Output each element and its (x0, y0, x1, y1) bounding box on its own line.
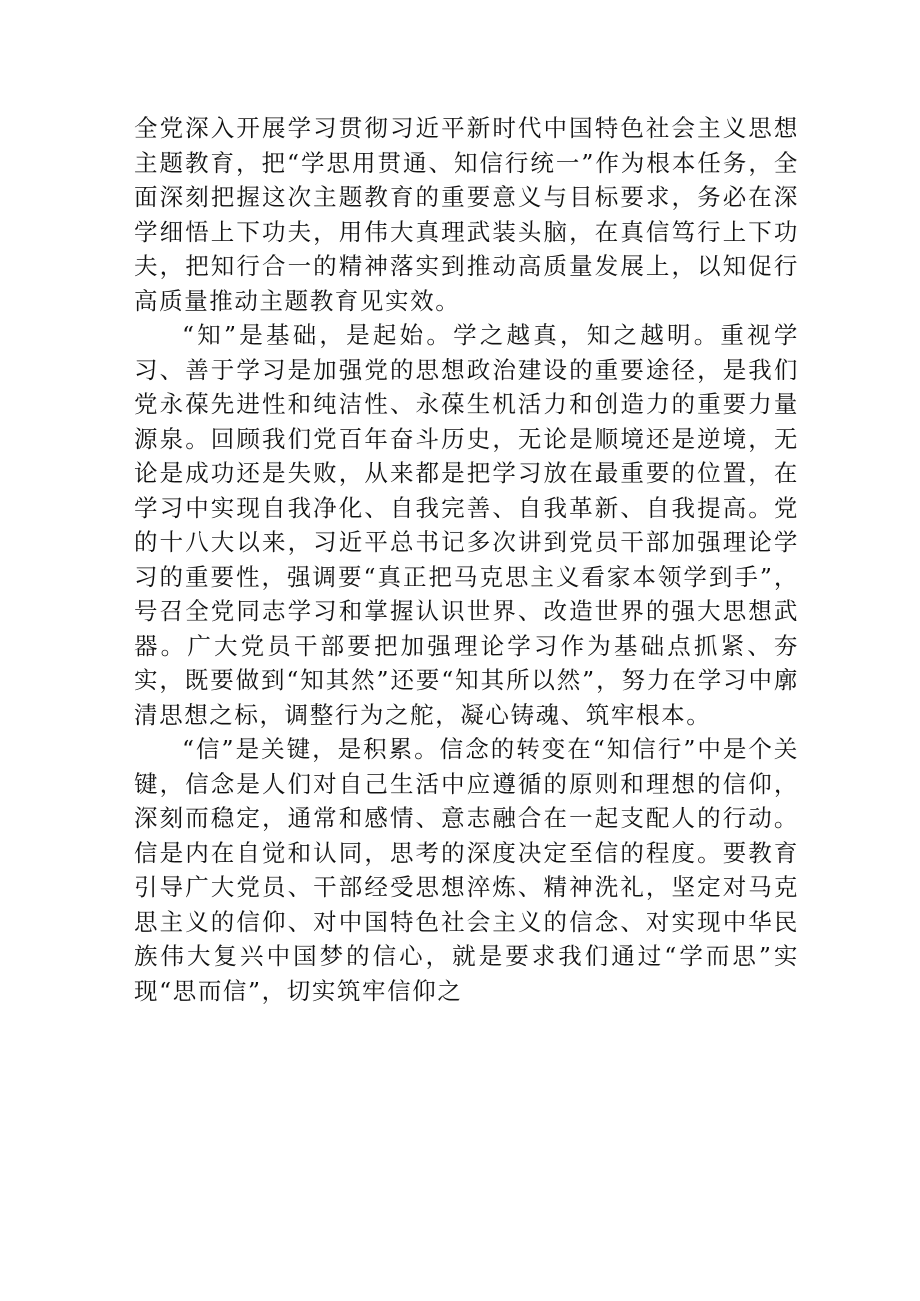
paragraph-knowledge: “知”是基础，是起始。学之越真，知之越明。重视学习、善于学习是加强党的思想政治建设的重要途径，是我们党永葆先进性和纯洁性、永葆生机活力和创造力的重要力量源泉。回顾我们党百年奋斗历史，无论是顺境还是逆境，无论是成功还是失败，从来都是把学习放在最重要的位置，在学习中实现自我净化、自我完善、自我革新、自我提高。党的十八大以来，习近平总书记多次讲到党员干部加强理论学习的重要性，强调要“真正把马克思主义看家本领学到手”，号召全党同志学习和掌握认识世界、改造世界的强大思想武器。广大党员干部要把加强理论学习作为基础点抓紧、夯实，既要做到“知其然”还要“知其所以然”，努力在学习中廓清思想之标，调整行为之舵，凝心铸魂、筑牢根本。 (134, 321, 799, 729)
paragraph-intro: 全党深入开展学习贯彻习近平新时代中国特色社会主义思想主题教育，把“学思用贯通、知信行统一”作为根本任务，全面深刻把握这次主题教育的重要意义与目标要求，务必在深学细悟上下功夫，用伟大真理武装头脑，在真信笃行上下功夫，把知行合一的精神落实到推动高质量发展上，以知促行高质量推动主题教育见实效。 (134, 114, 799, 315)
paragraph-belief: “信”是关键，是积累。信念的转变在“知信行”中是个关键，信念是人们对自己生活中应遵循的原则和理想的信仰，深刻而稳定，通常和感情、意志融合在一起支配人的行动。信是内在自觉和认同，思考的深度决定至信的程度。要教育引导广大党员、干部经受思想淬炼、精神洗礼，坚定对马克思主义的信仰、对中国特色社会主义的信念、对实现中华民族伟大复兴中国梦的信心，就是要求我们通过“学而思”实现“思而信”，切实筑牢信仰之 (134, 735, 799, 1005)
document-body (134, 111, 799, 1008)
